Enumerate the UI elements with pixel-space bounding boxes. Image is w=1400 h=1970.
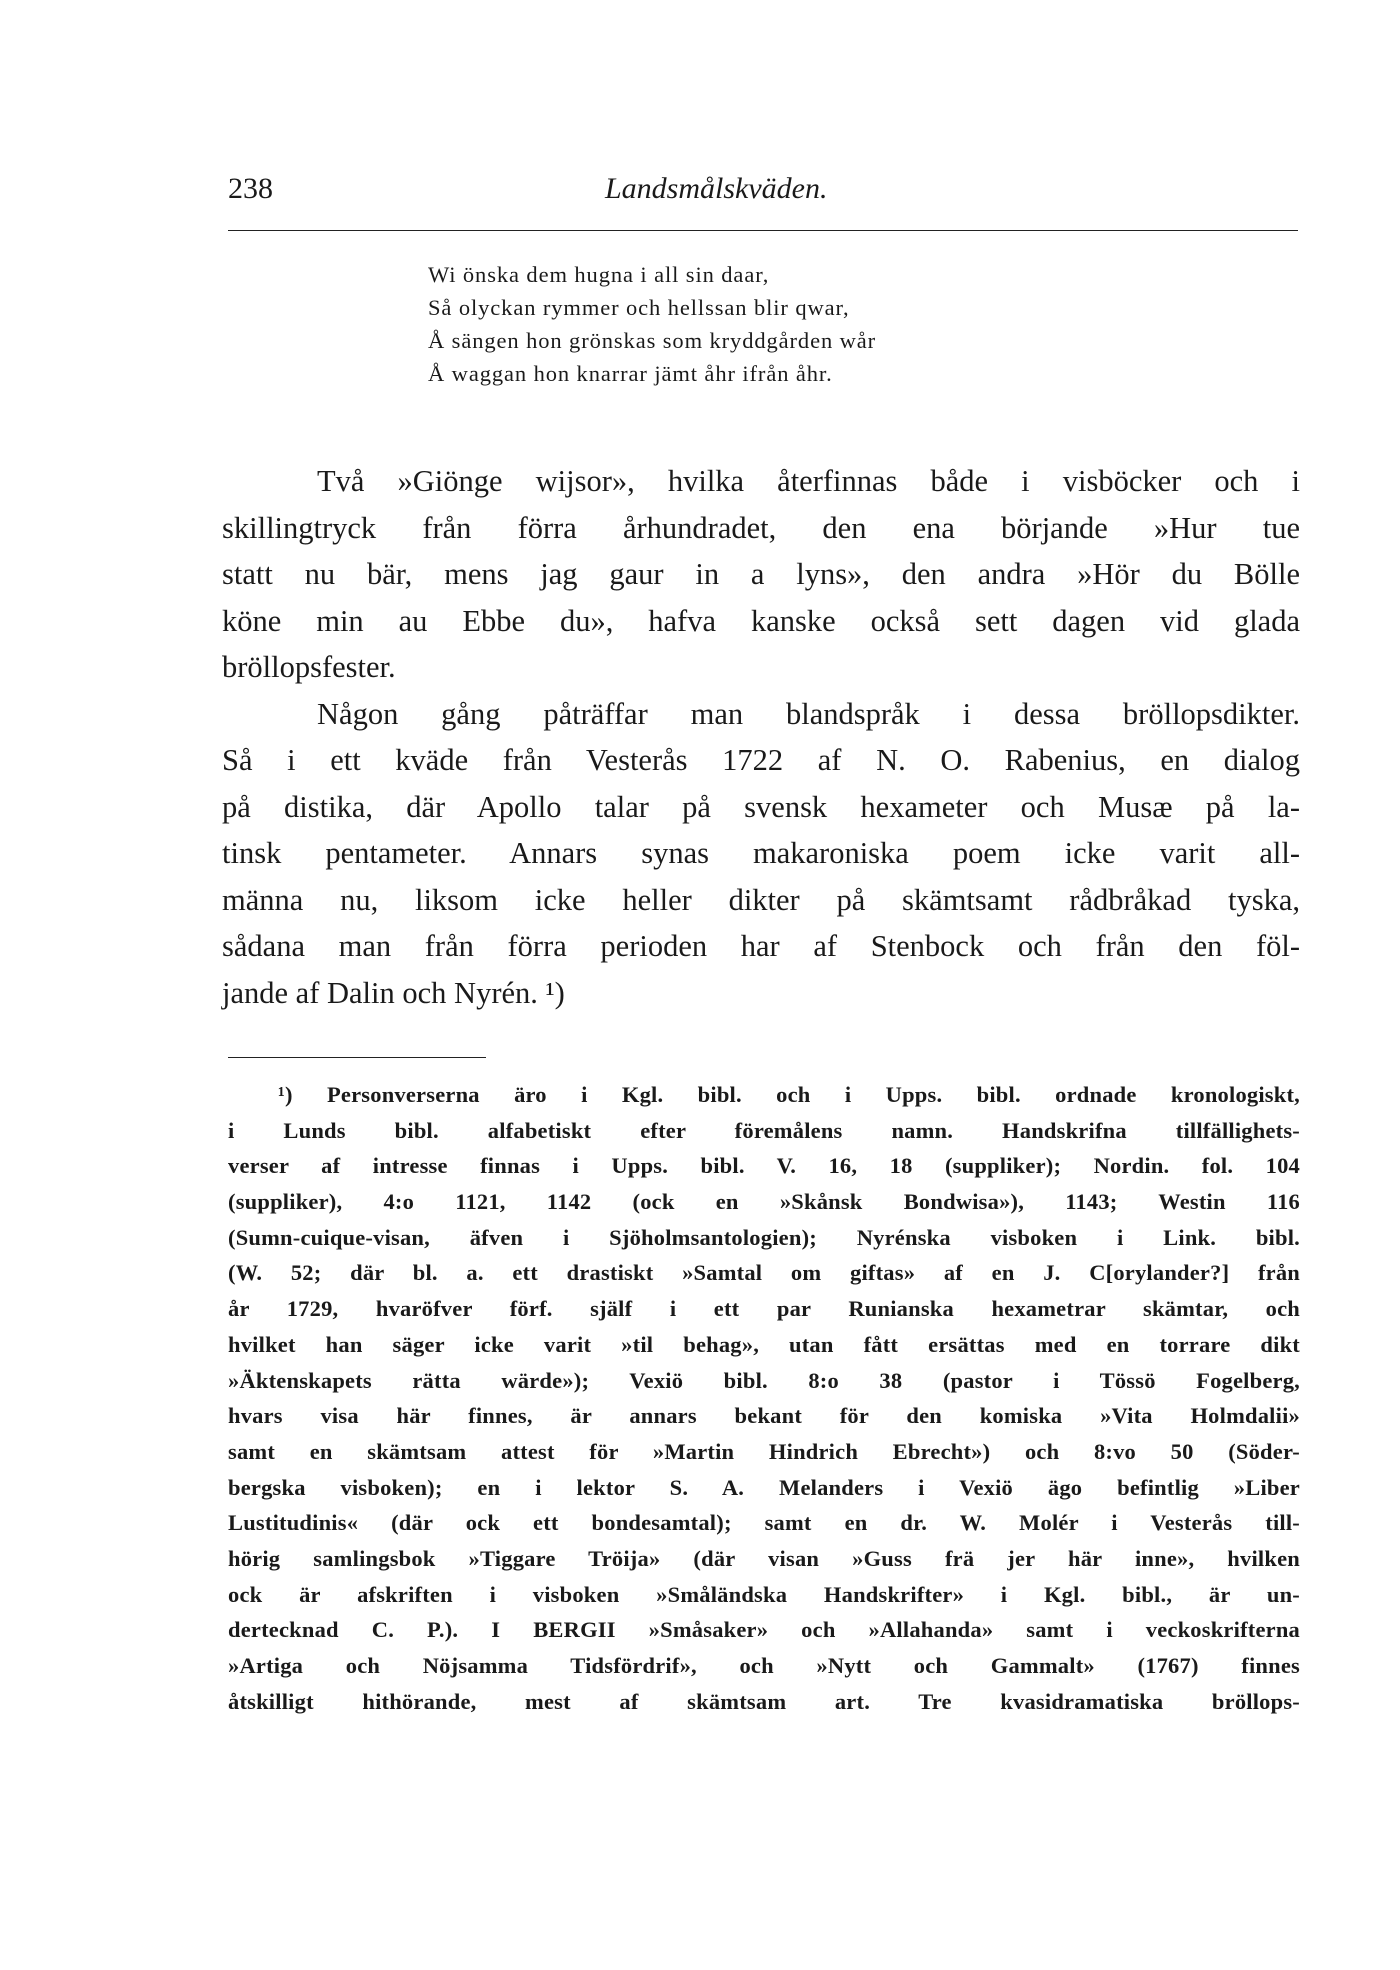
body-line: bröllopsfester. xyxy=(222,650,396,684)
footnote-line: hvars visa här finnes, är annars bekant för den komiska »Vita Holmdalii» xyxy=(228,1403,1300,1429)
verse-line: Å sängen hon grönskas som kryddgården wår xyxy=(428,328,877,353)
header-rule xyxy=(228,230,1298,231)
footnote-line: »Artiga och Nöjsamma Tidsfördrif», och »Nytt och Gammalt» (1767) finnes xyxy=(228,1653,1300,1678)
footnote-line: i Lunds bibl. alfabetiskt efter föremålens namn. Handskrifna tillfällighets- xyxy=(228,1117,1300,1143)
footnote-line: (W. 52; där bl. a. ett drastiskt »Samtal om giftas» af en J. C[orylander?] från xyxy=(228,1260,1300,1286)
footnote-line: samt en skämtsam attest för »Martin Hindrich Ebrecht») och 8:vo 50 (Söder- xyxy=(228,1438,1300,1464)
body-line: statt nu bär, mens jag gaur in a lyns», den andra »Hör du Bölle xyxy=(222,557,1300,591)
body-line: sådana man från förra perioden har af Stenbock och från den föl- xyxy=(222,929,1300,963)
footnote-line: verser af intresse finnas i Upps. bibl. V. 16, 18 (suppliker); Nordin. fol. 104 xyxy=(228,1153,1300,1179)
body-line: männa nu, liksom icke heller dikter på skämtsamt rådbråkad tyska, xyxy=(222,882,1300,917)
footnote-block xyxy=(228,1077,1300,1719)
footnote-line: ock är afskriften i visboken »Småländska Handskrifter» i Kgl. bibl., är un- xyxy=(228,1581,1300,1607)
body-line: på distika, där Apollo talar på svensk hexameter och Musæ på la- xyxy=(222,789,1300,824)
body-line: tinsk pentameter. Annars synas makaroniska poem icke varit all- xyxy=(222,836,1300,870)
footnote-line: år 1729, hvaröfver förf. själf i ett par Runianska hexametrar skämtar, och xyxy=(228,1296,1300,1322)
footnote-line: hörig samlingsbok »Tiggare Tröija» (där visan »Guss frä jer här inne», hvilken xyxy=(228,1545,1300,1571)
body-line: köne min au Ebbe du», hafva kanske också sett dagen vid glada xyxy=(222,603,1300,638)
verse-line: Så olyckan rymmer och hellssan blir qwar, xyxy=(428,295,850,320)
page-header xyxy=(228,172,1298,212)
page-number: 238 xyxy=(228,172,273,205)
footnote-line: »Äktenskapets rätta wärde»); Vexiö bibl. 8:o 38 (pastor i Tössö Fogelberg, xyxy=(228,1367,1300,1393)
running-title: Landsmålskväden. xyxy=(605,172,828,205)
footnote-line: hvilket han säger icke varit »til behag», utan fått ersättas med en torrare dikt xyxy=(228,1331,1300,1357)
body-line: Två »Giönge wijsor», hvilka återfinnas både i visböcker och i xyxy=(317,464,1300,498)
footnote-line: (Sumn-cuique-visan, äfven i Sjöholmsantologien); Nyrénska visboken i Link. bibl. xyxy=(228,1224,1300,1250)
footnote-line: Lustitudinis« (där ock ett bondesamtal); samt en dr. W. Molér i Vesterås till- xyxy=(228,1510,1300,1536)
footnote-line: åtskilligt hithörande, mest af skämtsam art. Tre kvasidramatiska bröllops- xyxy=(228,1688,1300,1714)
body-text xyxy=(222,458,1300,1016)
verse-block xyxy=(428,258,1268,390)
body-line: Någon gång påträffar man blandspråk i dessa bröllopsdikter. xyxy=(317,696,1300,731)
footnote-line: ¹) Personverserna äro i Kgl. bibl. och i Upps. bibl. ordnade kronologiskt, xyxy=(278,1082,1300,1107)
footnote-line: dertecknad C. P.). I BERGII »Småsaker» och »Allahanda» samt i veckoskrifterna xyxy=(228,1617,1300,1643)
footnote-line: (suppliker), 4:o 1121, 1142 (ock en »Skånsk Bondwisa»), 1143; Westin 116 xyxy=(228,1189,1300,1215)
body-line: Så i ett kväde från Vesterås 1722 af N. O. Rabenius, en dialog xyxy=(222,743,1300,777)
verse-line: Å waggan hon knarrar jämt åhr ifrån åhr. xyxy=(428,361,833,386)
body-line: jande af Dalin och Nyrén. ¹) xyxy=(222,975,565,1010)
footnote-line: bergska visboken); en i lektor S. A. Melanders i Vexiö ägo befintlig »Liber xyxy=(228,1474,1300,1500)
footnote-rule xyxy=(228,1057,486,1058)
body-line: skillingtryck från förra århundradet, den ena börjande »Hur tue xyxy=(222,510,1300,545)
verse-line: Wi önska dem hugna i all sin daar, xyxy=(428,262,770,287)
